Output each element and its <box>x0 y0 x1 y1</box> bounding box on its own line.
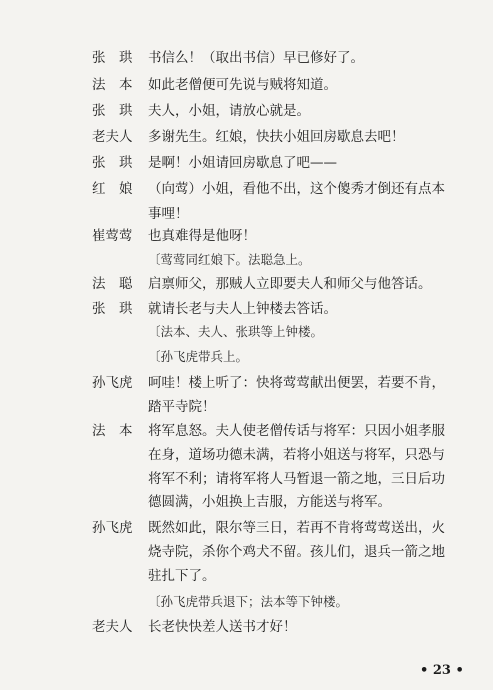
script-line <box>0 179 493 199</box>
dialogue-text: 事哩！ <box>148 206 189 222</box>
script-line <box>0 226 493 246</box>
script-line <box>0 373 493 393</box>
dialogue-text: 驻扎下了。 <box>148 568 216 584</box>
dialogue-text: 在身，道场功德未满，若将小姐送与将军，只恐与 <box>148 447 445 463</box>
page-number: • 23 • <box>420 663 464 678</box>
script-line <box>0 153 493 173</box>
dialogue-text: 将军息怒。夫人使老僧传话与将军：只因小姐孝服 <box>148 423 445 439</box>
dialogue-text: 烧寺院，杀你个鸡犬不留。孩儿们，退兵一箭之地 <box>148 544 445 560</box>
script-line <box>0 204 493 224</box>
script-line <box>0 421 493 441</box>
script-line <box>0 492 493 512</box>
stage-direction-text: 〔法本、夫人、张珙等上钟楼。 <box>148 324 324 339</box>
speaker-name: 老夫人 <box>92 129 133 145</box>
stage-direction <box>0 592 493 612</box>
speaker-name: 孙飞虎 <box>92 520 133 536</box>
script-line <box>0 542 493 562</box>
script-line <box>0 397 493 417</box>
dialogue-text: 既然如此，限尔等三日，若再不肯将莺莺送出，火 <box>148 520 445 536</box>
dialogue-text: 踏平寺院！ <box>148 399 216 415</box>
speaker-name: 法 聪 <box>92 276 133 292</box>
dialogue-text: 是啊！小姐请回房歇息了吧—— <box>148 155 337 171</box>
speaker-name: 孙飞虎 <box>92 375 133 391</box>
script-line <box>0 75 493 95</box>
dialogue-text: 德圆满，小姐换上吉服，方能送与将军。 <box>148 494 391 510</box>
script-line <box>0 299 493 319</box>
dialogue-text: 也真难得是他呀！ <box>148 228 256 244</box>
stage-direction-text: 〔莺莺同红娘下。法聪急上。 <box>148 252 311 267</box>
speaker-name: 法 本 <box>92 77 133 93</box>
script-line <box>0 445 493 465</box>
speaker-name: 张 珙 <box>92 50 133 66</box>
stage-direction <box>0 322 493 342</box>
stage-direction <box>0 250 493 270</box>
dialogue-text: 启禀师父，那贼人立即要夫人和师父与他答话。 <box>148 276 432 292</box>
dialogue-text: 书信么！（取出书信）早已修好了。 <box>148 50 364 66</box>
speaker-name: 张 珙 <box>92 155 133 171</box>
speaker-name: 张 珙 <box>92 301 133 317</box>
script-line <box>0 566 493 586</box>
script-line <box>0 469 493 489</box>
dialogue-text: 如此老僧便可先说与贼将知道。 <box>148 77 337 93</box>
speaker-name: 崔莺莺 <box>92 228 133 244</box>
speaker-name: 老夫人 <box>92 619 133 635</box>
stage-direction <box>0 347 493 367</box>
dialogue-text: 呵哇！楼上听了：快将莺莺献出便罢，若要不肯， <box>148 375 445 391</box>
script-line <box>0 101 493 121</box>
dialogue-text: 长老快快差人送书才好！ <box>148 619 297 635</box>
dialogue-text: 就请长老与夫人上钟楼去答话。 <box>148 301 337 317</box>
dialogue-text: 夫人，小姐，请放心就是。 <box>148 103 310 119</box>
script-line <box>0 518 493 538</box>
stage-direction-text: 〔孙飞虎带兵退下；法本等下钟楼。 <box>148 594 349 609</box>
stage-direction-text: 〔孙飞虎带兵上。 <box>148 349 249 364</box>
speaker-name: 张 珙 <box>92 103 133 119</box>
script-line <box>0 48 493 68</box>
speaker-name: 法 本 <box>92 423 133 439</box>
script-line <box>0 274 493 294</box>
dialogue-text: 将军不利；请将军将人马暂退一箭之地，三日后功 <box>148 471 445 487</box>
dialogue-text: （向莺）小姐，看他不出，这个傻秀才倒还有点本 <box>148 181 445 197</box>
script-line <box>0 617 493 637</box>
dialogue-text: 多谢先生。红娘，快扶小姐回房歇息去吧！ <box>148 129 405 145</box>
speaker-name: 红 娘 <box>92 181 133 197</box>
script-line <box>0 127 493 147</box>
